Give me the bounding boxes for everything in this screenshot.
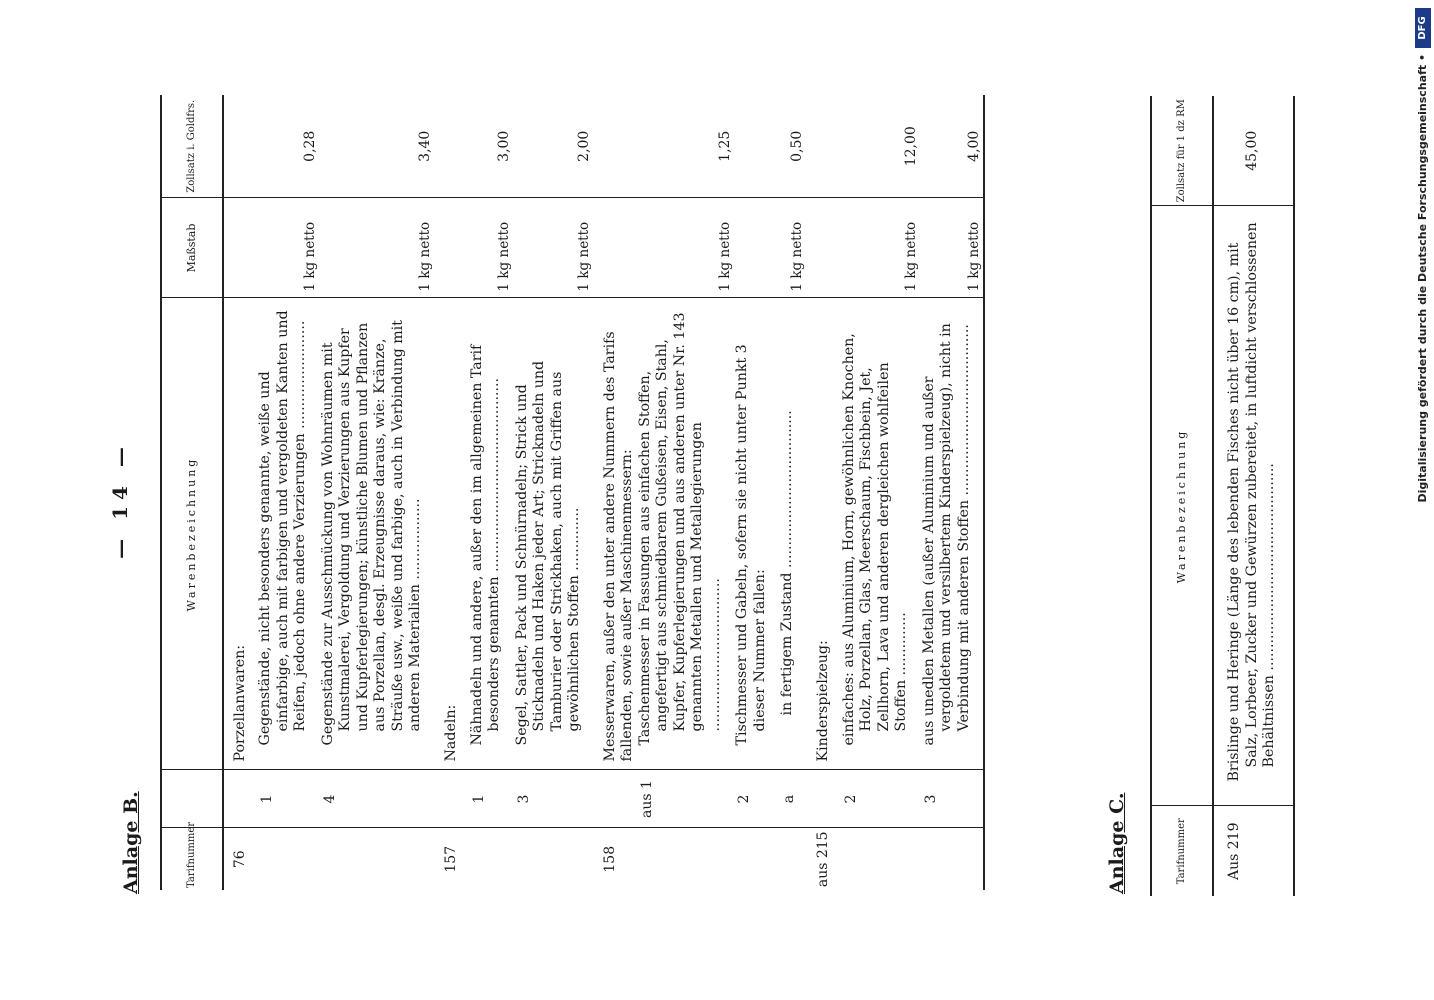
zollsatz-cell [223, 95, 257, 198]
massstab-cell: 1 kg netto [921, 198, 985, 298]
description-text: aus unedlen Metallen (außer Aluminium und außer vergoldetem und versilbertem Kinderspielzeug), nicht in Verbindung mit anderen Stoffen ...................................... [920, 323, 972, 746]
digitization-credit [1414, 0, 1434, 1000]
description-cell [779, 298, 807, 770]
description-cell [841, 298, 921, 770]
tarif-cell [734, 828, 779, 890]
description-cell [921, 298, 985, 770]
tarif-cell [320, 828, 435, 890]
header-zollsatz: Zollsatz für 1 dz RM [1151, 96, 1213, 206]
table-row [320, 95, 435, 890]
anlage-c-table [1150, 96, 1295, 896]
description-cell [223, 298, 257, 770]
table-row [637, 95, 735, 890]
table-row [223, 95, 257, 890]
table-row [469, 95, 514, 890]
description-text: Nähnadeln und andere, außer den im allgemeinen Tarif besonders genannten ........................................... [468, 344, 502, 746]
description-cell [594, 298, 637, 770]
massstab-cell [807, 198, 841, 298]
massstab-cell [594, 198, 637, 298]
zollsatz-cell: 3,40 [417, 130, 433, 162]
description-text: in fertigem Zustand ................................... [779, 410, 795, 716]
massstab-cell: 1 kg netto [257, 198, 320, 298]
description-cell [257, 298, 320, 770]
tarif-cell: 158 [594, 828, 637, 890]
header-sub [161, 770, 223, 828]
description-cell [469, 298, 514, 770]
tarif-cell [921, 828, 985, 890]
massstab-cell: 1 kg netto [637, 198, 735, 298]
table-row [779, 95, 807, 890]
zollsatz-cell [807, 95, 841, 198]
subnumber-cell: 3 [921, 770, 985, 828]
tarif-cell: 157 [435, 828, 469, 890]
description-text: Porzellanwaren: [232, 644, 248, 762]
subnumber-cell: 1 [469, 770, 514, 828]
description-text: Messerwaren, außer den unter andere Nummern des Tarifs fallenden, sowie außer Maschinenmessern: [601, 331, 635, 762]
zollsatz-cell [435, 95, 469, 198]
header-tarifnummer: Tarifnummer [161, 828, 223, 890]
description-text: Gegenstände, nicht besonders genannte, weiße und einfarbige, auch mit farbigen und vergoldeten Kanten und Reifen, jedoch ohne andere Verzierungen ........................ [257, 310, 308, 746]
tarif-cell [841, 828, 921, 890]
table-row [257, 95, 320, 890]
header-massstab: Maßstab [161, 198, 223, 298]
tarif-cell [469, 828, 514, 890]
table-row [841, 95, 921, 890]
zollsatz-cell [734, 95, 779, 198]
credit-text: Digitalisierung gefördert durch die Deutsche Forschungsgemeinschaft • [1416, 54, 1429, 503]
zollsatz-cell: 4,00 [921, 95, 985, 198]
massstab-cell: 1 kg netto [514, 198, 594, 298]
zollsatz-cell: 45,00 [1213, 96, 1294, 206]
header-tarifnummer: Tarifnummer [1151, 806, 1213, 896]
tarif-cell: 76 [223, 828, 257, 890]
tarif-cell [779, 828, 807, 890]
description-text: Gegenstände zur Ausschmückung von Wohnräumen mit Kunstmalerei, Vergoldung und Verzierungen aus Kupfer und Kupferlegierungen; künstliche Blumen und Pflanzen aus Porzellan, desgl. Erzeugnisse daraus, wie: Kränze, Sträuße usw., weiße und farbige, auch in Verbindung mit anderen Materialien .................. [319, 320, 423, 746]
tarif-cell [257, 828, 320, 890]
dfg-logo: DFG [1415, 8, 1431, 48]
description-cell [807, 298, 841, 770]
description-text: Tischmesser und Gabeln, sofern sie nicht unter Punkt 3 dieser Nummer fallen: [734, 344, 768, 746]
massstab-cell [734, 198, 779, 298]
subnumber-cell [435, 770, 469, 828]
table-row [514, 95, 594, 890]
zollsatz-cell: 2,00 [576, 130, 592, 162]
anlage-c-title: Anlage C. [1106, 792, 1128, 894]
subnumber-cell: aus 1 [637, 770, 735, 828]
description-cell [320, 298, 435, 770]
tarif-cell: Aus 219 [1213, 806, 1294, 896]
zollsatz-cell: 12,00 [903, 126, 919, 167]
page-number: — 14 — [108, 441, 132, 559]
description-text: Kinderspielzeug: [814, 640, 831, 762]
table-row [594, 95, 637, 890]
anlage-b-body [223, 95, 984, 890]
description-cell [734, 298, 779, 770]
description-text: Taschenmesser in Fassungen aus einfachen Stoffen, angefertigt aus schmiedbarem Gußeisen, Eisen, Stahl, Kupfer, Kupferlegierungen und aus anderen unter Nr. 143 genannten Metallen und Metallegierungen .................................. [636, 312, 723, 746]
subnumber-cell [807, 770, 841, 828]
zollsatz-cell [594, 95, 637, 198]
table-row [807, 95, 841, 890]
tarif-cell: aus 215 [807, 828, 841, 890]
description-text: einfaches: aus Aluminium, Horn, gewöhnlichen Knochen, Holz, Porzellan, Glas, Meerschaum, Fischbein, Jet, Zellhorn, Lava und anderen dergleichen wohlfeilen Stoffen .............. [840, 333, 909, 746]
massstab-cell: 1 kg netto [320, 198, 435, 298]
description-cell [1213, 206, 1294, 806]
massstab-cell [223, 198, 257, 298]
subnumber-cell: 1 [257, 770, 320, 828]
subnumber-cell: a [779, 770, 807, 828]
description-cell [514, 298, 594, 770]
subnumber-cell: 2 [734, 770, 779, 828]
table-row [734, 95, 779, 890]
anlage-b-title: Anlage B. [120, 791, 142, 894]
table-row [1213, 96, 1294, 896]
subnumber-cell: 2 [841, 770, 921, 828]
massstab-cell: 1 kg netto [841, 198, 921, 298]
table-header-row [161, 95, 223, 890]
subnumber-cell [594, 770, 637, 828]
anlage-c-body [1213, 96, 1294, 896]
subnumber-cell: 4 [320, 770, 435, 828]
subnumber-cell: 3 [514, 770, 594, 828]
tarif-cell [514, 828, 594, 890]
description-text: Segel, Sattler, Pack und Schnürnadeln; Strick und Sticknadeln und Haken jeder Art; Stricknadeln und Tamburier oder Strickhaken, auch mit Griffen aus gewöhnlichen Stoffen .............. [513, 360, 582, 746]
description-text: Brislinge und Heringe (Länge des lebenden Fisches nicht über 16 cm), mit Salz, Lorbeer, Zucker und Gewürzen zubereitet, in luftdicht verschlossenen Behältnissen .............................................. [1226, 222, 1277, 782]
description-cell [637, 298, 735, 770]
description-text: Nadeln: [442, 704, 459, 762]
table-row [921, 95, 985, 890]
header-warenbezeichnung: Warenbezeichnung [161, 298, 223, 770]
description-cell [435, 298, 469, 770]
zollsatz-cell: 1,25 [716, 130, 733, 162]
header-zollsatz: Zollsatz i. Goldfrs. [161, 95, 223, 198]
zollsatz-cell: 3,00 [496, 130, 512, 162]
tarif-cell [637, 828, 735, 890]
subnumber-cell [223, 770, 257, 828]
table-row [435, 95, 469, 890]
massstab-cell [435, 198, 469, 298]
zollsatz-cell: 0,50 [789, 130, 805, 162]
anlage-b-table [160, 95, 985, 890]
table-header-row [1151, 96, 1213, 896]
massstab-cell: 1 kg netto [469, 198, 514, 298]
zollsatz-cell: 0,28 [302, 130, 318, 162]
massstab-cell: 1 kg netto [779, 198, 807, 298]
header-warenbezeichnung: Warenbezeichnung [1151, 206, 1213, 806]
